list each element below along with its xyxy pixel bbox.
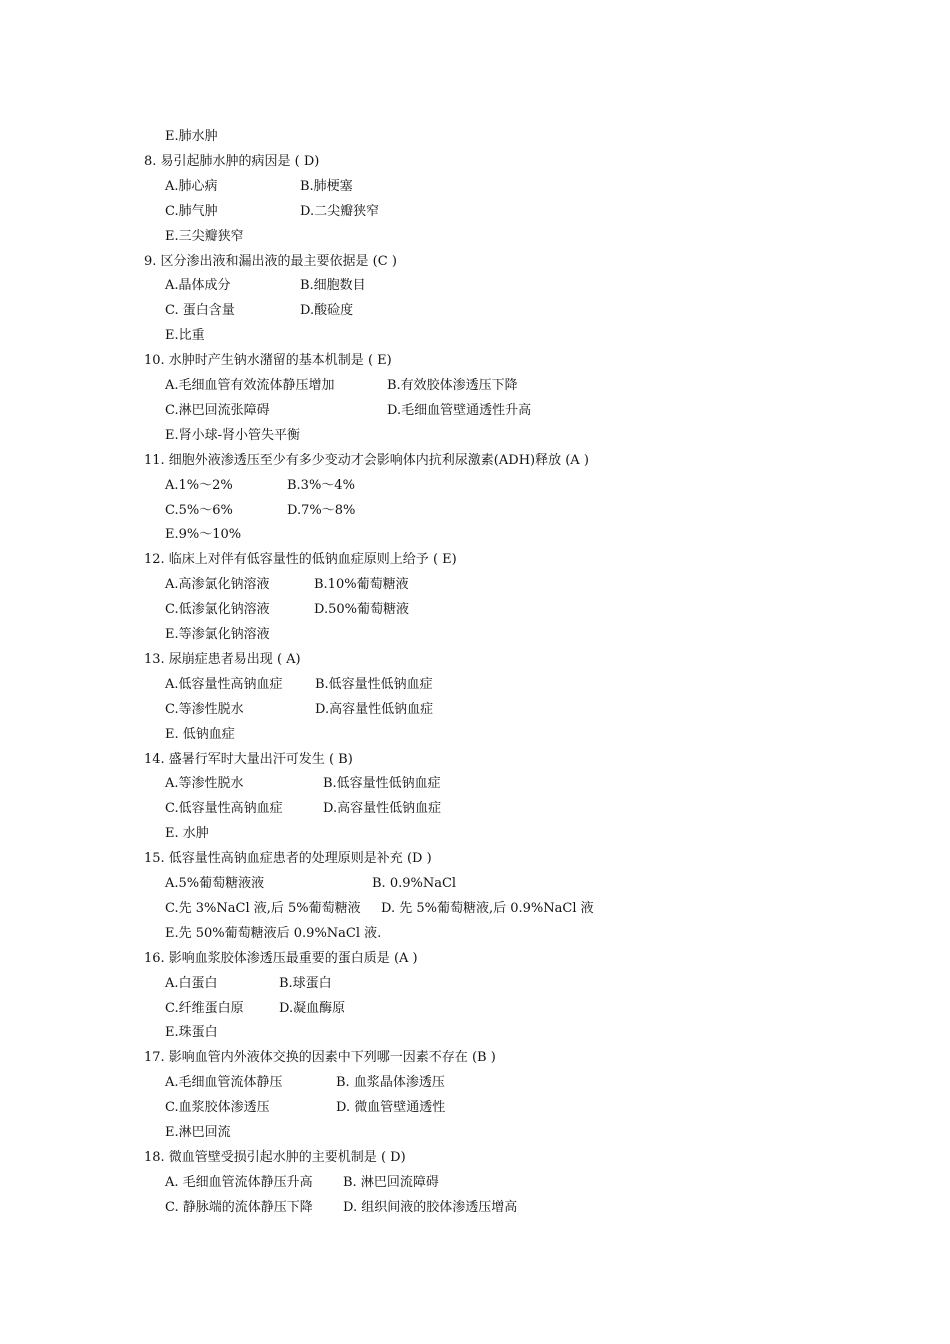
option-text: A.高渗氯化钠溶液 [165, 577, 270, 593]
option-text: C.低渗氯化钠溶液 [165, 602, 270, 618]
option-text: C.纤维蛋白原 [165, 1000, 244, 1016]
option-text: C.淋巴回流张障碍 [165, 402, 270, 418]
question-text: 8. 易引起肺水肿的病因是 ( D) [144, 153, 320, 169]
option-text: B.低容量性低钠血症 [323, 776, 441, 792]
option-text: A.5%葡萄糖液液 [165, 876, 265, 891]
option-text: A.晶体成分 [165, 278, 231, 294]
option-text: D.高容量性低钠血症 [315, 701, 434, 717]
option-text: B.有效胶体渗透压下降 [387, 378, 518, 393]
option-text: C. 蛋白含量 [165, 303, 235, 319]
option-text: A.1%～2% [165, 477, 233, 493]
question-text: 9. 区分渗出液和漏出液的最主要依据是 (C ) [144, 253, 397, 269]
question-text: 17. 影响血管内外液体交换的因素中下列哪一因素不存在 (B ) [144, 1050, 496, 1066]
option-text: C.低容量性高钠血症 [165, 801, 283, 817]
option-text: D.凝血酶原 [279, 1000, 346, 1016]
option-text: B.低容量性低钠血症 [315, 676, 433, 692]
option-text: E. 水肿 [165, 826, 209, 842]
question-text: 11. 细胞外液渗透压至少有多少变动才会影响体内抗利尿激素(ADH)释放 (A ) [144, 452, 589, 468]
option-text: B.球蛋白 [279, 975, 332, 991]
option-text: D. 先 5%葡萄糖液,后 0.9%NaCl 液 [381, 900, 594, 916]
option-text: A. 毛细血管流体静压升高 [165, 1174, 313, 1190]
option-text: D.酸硷度 [300, 303, 354, 319]
option-text: D.二尖瓣狭窄 [300, 203, 380, 219]
question-text: 15. 低容量性高钠血症患者的处理原则是补充 (D ) [144, 851, 432, 867]
option-text: A.毛细血管有效流体静压增加 [165, 378, 335, 393]
option-text: B. 0.9%NaCl [372, 876, 457, 891]
option-text: E.先 50%葡萄糖液后 0.9%NaCl 液. [165, 925, 382, 941]
question-text: 12. 临床上对伴有低容量性的低钠血症原则上给予 ( E) [144, 552, 457, 568]
option-text: C.血浆胶体渗透压 [165, 1100, 270, 1116]
option-text: B.10%葡萄糖液 [314, 577, 409, 593]
option-text: E.肾小球-肾小管失平衡 [165, 427, 301, 443]
question-text: 16. 影响血浆胶体渗透压最重要的蛋白质是 (A ) [144, 950, 418, 966]
option-text: D.7%～8% [287, 502, 356, 518]
option-text: C.先 3%NaCl 液,后 5%葡萄糖液 [165, 900, 361, 916]
option-text: B.3%～4% [287, 477, 355, 493]
option-text: C. 静脉端的流体静压下降 [165, 1199, 313, 1215]
option-text: B.肺梗塞 [300, 178, 353, 194]
option-text: C.肺气肿 [165, 203, 218, 219]
question-text: 18. 微血管壁受损引起水肿的主要机制是 ( D) [144, 1149, 406, 1165]
question-text: 13. 尿崩症患者易出现 ( A) [144, 651, 301, 667]
option-text: C.等渗性脱水 [165, 701, 244, 717]
option-text: A.低容量性高钠血症 [165, 676, 283, 692]
option-text: E.淋巴回流 [165, 1125, 231, 1140]
option-text: A.毛细血管流体静压 [165, 1075, 283, 1091]
option-text: A.等渗性脱水 [165, 776, 244, 792]
option-text: D. 组织间液的胶体渗透压增高 [343, 1199, 518, 1215]
option-text: E.等渗氯化钠溶液 [165, 627, 270, 642]
option-text: E.三尖瓣狭窄 [165, 228, 244, 244]
option-text: B. 血浆晶体渗透压 [336, 1075, 445, 1091]
option-text: D. 微血管壁通透性 [336, 1100, 446, 1116]
option-text: E.9%～10% [165, 527, 242, 543]
option-text: E. 低钠血症 [165, 726, 235, 742]
option-text: A.白蛋白 [165, 975, 218, 991]
option-text: E.比重 [165, 328, 205, 344]
question-text: 10. 水肿时产生钠水潴留的基本机制是 ( E) [144, 353, 392, 369]
option-text: D.毛细血管壁通透性升高 [387, 402, 532, 418]
option-text: E.肺水肿 [165, 129, 218, 144]
option-text: E.珠蛋白 [165, 1025, 218, 1041]
option-text: D.高容量性低钠血症 [323, 801, 442, 817]
option-text: B. 淋巴回流障碍 [343, 1174, 439, 1190]
question-text: 14. 盛暑行军时大量出汗可发生 ( B) [144, 751, 353, 767]
option-text: B.细胞数目 [300, 278, 366, 294]
option-text: D.50%葡萄糖液 [314, 602, 409, 618]
option-text: C.5%～6% [165, 502, 233, 518]
option-text: A.肺心病 [165, 178, 218, 194]
